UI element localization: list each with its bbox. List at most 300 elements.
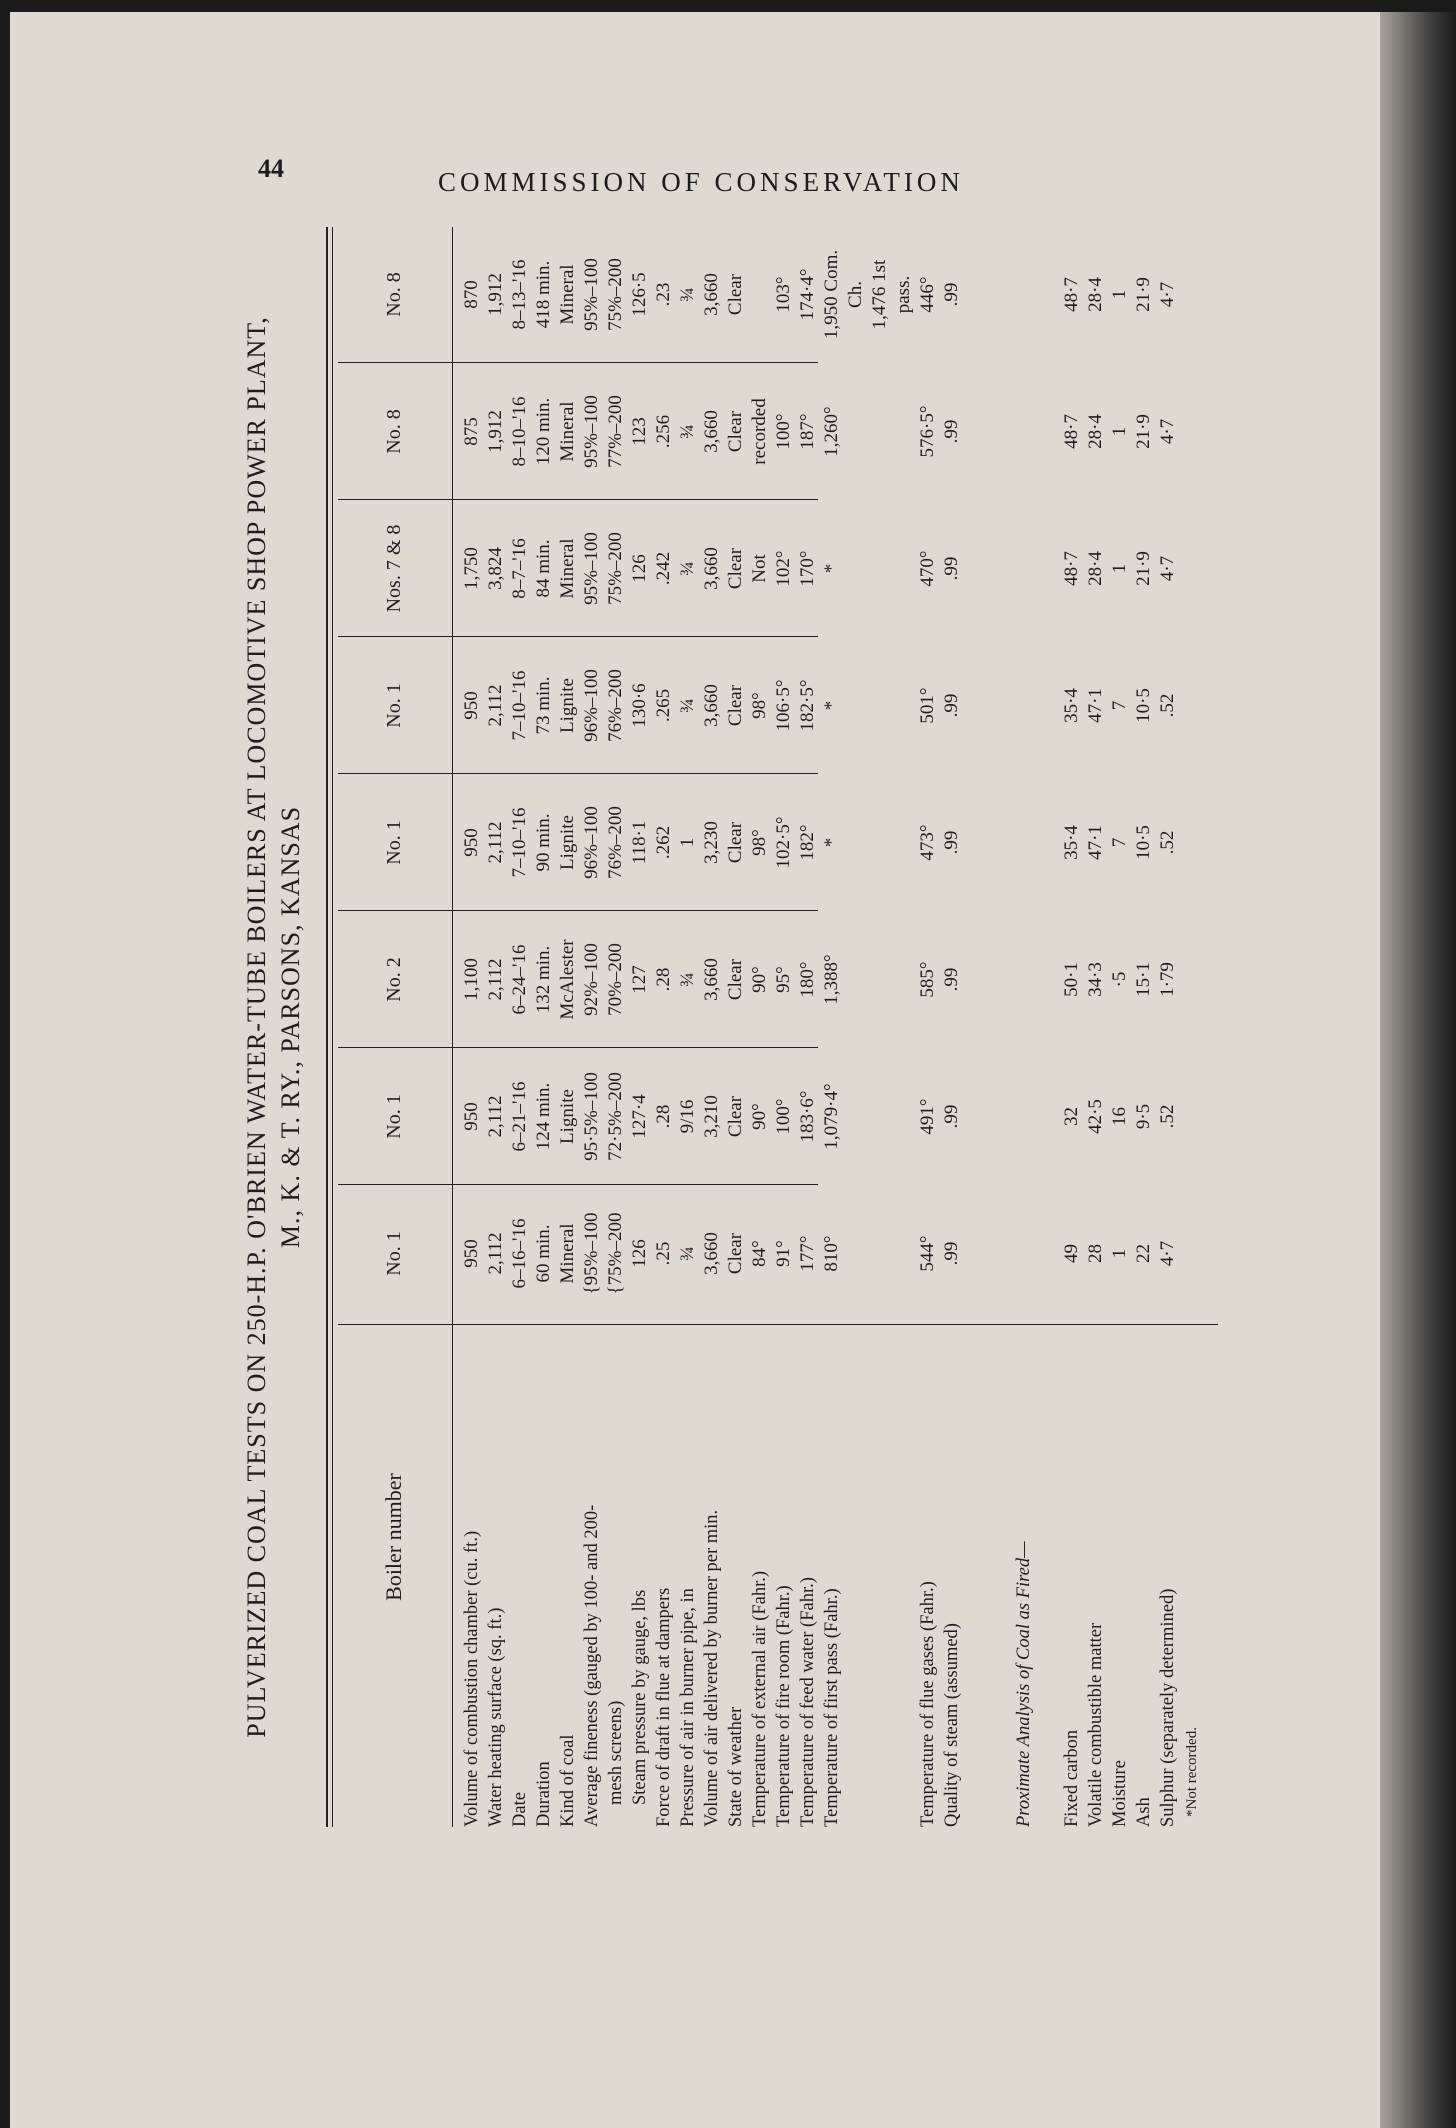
table-cell xyxy=(844,911,868,1048)
table-cell: 32 xyxy=(1061,1107,1082,1126)
row-label xyxy=(868,1327,892,1827)
table-cell: 1,100 xyxy=(461,958,482,1001)
table-cell: Clear xyxy=(725,1095,746,1138)
table-cell xyxy=(844,500,868,637)
table-cell xyxy=(748,226,772,363)
table-cell: ¾ xyxy=(677,972,698,987)
table-cell xyxy=(988,911,1012,1048)
row-label: Kind of coal xyxy=(558,1734,578,1827)
column-header: No. 1 xyxy=(382,683,405,728)
row-label: Force of draft in flue at dampers xyxy=(654,1587,674,1827)
row-label: Steam pressure by gauge, lbs xyxy=(630,1589,650,1805)
table-cell: 92%–100 xyxy=(581,943,602,1016)
table-cell xyxy=(844,637,868,774)
table-cell: 418 min. xyxy=(533,260,554,329)
table-cell: 84 min. xyxy=(533,539,554,598)
table-cell: Mineral xyxy=(557,264,578,325)
table-cell: 10·5 xyxy=(1133,825,1154,860)
row-label: Ash xyxy=(1134,1797,1154,1827)
data-column xyxy=(460,637,1204,774)
table-cell: * xyxy=(821,837,842,848)
table-cell: 7 xyxy=(1109,837,1130,848)
top-rule-inner xyxy=(332,227,333,1827)
row-label: Pressure of air in burner pipe, in xyxy=(678,1588,698,1827)
table-cell xyxy=(1036,774,1060,911)
table-cell: 1,260° xyxy=(821,406,842,457)
row-label: *Not recorded. xyxy=(1184,1727,1200,1817)
table-cell: 95·5%–100 xyxy=(581,1072,602,1161)
row-label: Average fineness (gauged by 100- and 200- xyxy=(582,1504,602,1827)
table-cell: 90° xyxy=(749,966,770,993)
table-cell: 7–10–'16 xyxy=(509,670,530,741)
table-cell xyxy=(988,1048,1012,1185)
table-cell: 3,230 xyxy=(701,821,722,864)
table-cell: 132 min. xyxy=(533,945,554,1014)
table-cell: 9·5 xyxy=(1133,1103,1154,1130)
table-cell: 4·7 xyxy=(1157,281,1178,308)
table-cell: Clear xyxy=(725,958,746,1001)
row-label: Date xyxy=(510,1792,530,1827)
table-cell: 3,660 xyxy=(701,547,722,590)
table-cell: 950 xyxy=(461,1239,482,1268)
table-cell: 950 xyxy=(461,828,482,857)
table-cell: 120 min. xyxy=(533,397,554,466)
table-cell: 473° xyxy=(917,824,938,861)
table-cell xyxy=(892,637,916,774)
table-cell: 3,660 xyxy=(701,410,722,453)
row-label: State of weather xyxy=(726,1706,746,1827)
table-cell: 22 xyxy=(1133,1244,1154,1263)
table-cell: 75%–200 xyxy=(605,532,626,605)
table-cell: 2,112 xyxy=(485,821,506,864)
table-cell: * xyxy=(821,563,842,574)
table-cell: 95° xyxy=(773,966,794,993)
table-cell: 130·6 xyxy=(629,683,650,728)
table-cell: 47·1 xyxy=(1085,688,1106,723)
row-label: Volume of combustion chamber (cu. ft.) xyxy=(462,1530,482,1827)
table-cell: Clear xyxy=(725,821,746,864)
row-label xyxy=(892,1327,916,1827)
row-label: Temperature of fire room (Fahr.) xyxy=(774,1585,794,1827)
table-cell xyxy=(868,1185,892,1322)
table-cell xyxy=(1036,637,1060,774)
data-column xyxy=(460,226,1204,363)
table-cell: 183·6° xyxy=(797,1090,818,1143)
table-cell xyxy=(1036,1185,1060,1322)
table-cell: 3,660 xyxy=(701,958,722,1001)
table-cell: 8–10–'16 xyxy=(509,396,530,467)
table-cell: 21·9 xyxy=(1133,277,1154,312)
table-cell: 95%–100 xyxy=(581,395,602,468)
table-cell xyxy=(868,1048,892,1185)
table-cell: 48·7 xyxy=(1061,414,1082,449)
table-cell: 98° xyxy=(749,692,770,719)
table-cell: .99 xyxy=(941,830,962,855)
table-cell: {95%–100 xyxy=(581,1212,602,1295)
table-cell: 187° xyxy=(797,413,818,450)
row-label: Water heating surface (sq. ft.) xyxy=(486,1607,506,1827)
table-cell xyxy=(1180,226,1204,363)
table-cell xyxy=(964,911,988,1048)
running-head: COMMISSION OF CONSERVATION xyxy=(438,167,964,197)
table-cell: 34·3 xyxy=(1085,962,1106,997)
row-label: Duration xyxy=(534,1761,554,1827)
table-cell: 1,912 xyxy=(485,273,506,316)
table-cell: 1 xyxy=(1109,426,1130,437)
table-cell xyxy=(988,363,1012,500)
table-cell: 28·4 xyxy=(1085,551,1106,586)
table-cell xyxy=(1036,226,1060,363)
table-cell: Lignite xyxy=(557,678,578,733)
table-cell xyxy=(964,637,988,774)
table-cell: 870 xyxy=(461,280,482,309)
table-cell: .242 xyxy=(653,551,674,586)
table-cell: 174·4° xyxy=(797,268,818,321)
data-column xyxy=(460,911,1204,1048)
row-label: Volatile combustible matter xyxy=(1086,1622,1106,1827)
table-cell: 126 xyxy=(629,1239,650,1268)
table-cell: Lignite xyxy=(557,815,578,870)
table-cell xyxy=(1012,500,1036,637)
table-cell: .99 xyxy=(941,967,962,992)
table-cell: 8–13–'16 xyxy=(509,259,530,330)
table-cell: 16 xyxy=(1109,1107,1130,1126)
table-cell: 48·7 xyxy=(1061,551,1082,586)
table-cell: 48·7 xyxy=(1061,277,1082,312)
table-cell: 100° xyxy=(773,1098,794,1135)
table-cell xyxy=(892,500,916,637)
header-boiler-number: Boiler number xyxy=(381,1473,406,1601)
table-cell xyxy=(988,500,1012,637)
table-cell: Clear xyxy=(725,547,746,590)
table-cell: ¾ xyxy=(677,561,698,576)
row-label: Temperature of flue gases (Fahr.) xyxy=(918,1581,938,1827)
table-cell: .28 xyxy=(653,967,674,992)
table-cell: 6–21–'16 xyxy=(509,1081,530,1152)
table-cell: .52 xyxy=(1157,693,1178,718)
column-divider xyxy=(338,1324,1218,1325)
data-column xyxy=(460,774,1204,911)
row-label: Quality of steam (assumed) xyxy=(942,1623,962,1827)
table-cell: 6–24–'16 xyxy=(509,944,530,1015)
table-cell: 1,912 xyxy=(485,410,506,453)
table-cell: 576·5° xyxy=(917,405,938,458)
table-cell: 1 xyxy=(1109,563,1130,574)
table-cell: 491° xyxy=(917,1098,938,1135)
table-cell: 76%–200 xyxy=(605,669,626,742)
table-cell: 875 xyxy=(461,417,482,446)
table-cell xyxy=(964,774,988,911)
table-cell xyxy=(892,911,916,1048)
table-cell: 2,112 xyxy=(485,1095,506,1138)
table-cell: 950 xyxy=(461,1102,482,1131)
table-cell: 60 min. xyxy=(533,1224,554,1283)
table-cell xyxy=(868,363,892,500)
table-cell xyxy=(1012,774,1036,911)
table-cell: 9/16 xyxy=(677,1099,698,1134)
table-cell xyxy=(1180,363,1204,500)
table-cell xyxy=(1012,1048,1036,1185)
table-cell: 91° xyxy=(773,1240,794,1267)
table-cell xyxy=(868,500,892,637)
table-cell: 544° xyxy=(917,1235,938,1272)
page-number: 44 xyxy=(258,154,284,183)
table-cell: 1 xyxy=(677,837,698,848)
data-column xyxy=(460,1048,1204,1185)
table-cell: 35·4 xyxy=(1061,688,1082,723)
table-cell: .52 xyxy=(1157,1104,1178,1129)
table-cell: .99 xyxy=(941,693,962,718)
table-cell xyxy=(988,1185,1012,1322)
table-cell xyxy=(964,500,988,637)
row-label: Volume of air delivered by burner per min. xyxy=(702,1509,722,1827)
table-cell: .99 xyxy=(941,1241,962,1266)
data-column xyxy=(460,500,1204,637)
column-header: No. 1 xyxy=(382,820,405,865)
table-cell: 77%–200 xyxy=(605,395,626,468)
row-label: mesh screens) xyxy=(606,1700,626,1805)
table-cell xyxy=(1012,226,1036,363)
table-cell xyxy=(1180,911,1204,1048)
table-cell: 90 min. xyxy=(533,813,554,872)
table-cell: 42·5 xyxy=(1085,1099,1106,1134)
table-title: PULVERIZED COAL TESTS ON 250-H.P. O'BRIEN WATER-TUBE BOILERS AT LOCOMOTIVE SHOP POWER PLANT, xyxy=(242,316,271,1738)
table-cell: 96%–100 xyxy=(581,806,602,879)
table-cell xyxy=(1012,1185,1036,1322)
table-cell: .256 xyxy=(653,414,674,449)
table-cell: 127·4 xyxy=(629,1094,650,1139)
table-cell xyxy=(1012,637,1036,774)
table-cell: 70%–200 xyxy=(605,943,626,1016)
table-cell: 2,112 xyxy=(485,1232,506,1275)
table-cell: 28·4 xyxy=(1085,414,1106,449)
table-cell: recorded xyxy=(749,398,770,465)
table-cell: 28·4 xyxy=(1085,277,1106,312)
rotated-table-block xyxy=(238,227,1218,1827)
table-cell: {75%–200 xyxy=(605,1212,626,1295)
table-cell: 4·7 xyxy=(1157,1240,1178,1267)
table-cell: 182·5° xyxy=(797,679,818,732)
table-cell: 72·5%–200 xyxy=(605,1072,626,1161)
table-cell: 1,750 xyxy=(461,547,482,590)
table-cell: 127 xyxy=(629,965,650,994)
table-cell xyxy=(1180,774,1204,911)
table-cell: 1 xyxy=(1109,1248,1130,1259)
row-label xyxy=(988,1327,1012,1827)
table-cell: Lignite xyxy=(557,1089,578,1144)
table-cell xyxy=(844,1048,868,1185)
table-cell: 126 xyxy=(629,554,650,583)
table-cell: 100° xyxy=(773,413,794,450)
row-label: Temperature of external air (Fahr.) xyxy=(750,1570,770,1827)
table-cell: 7 xyxy=(1109,700,1130,711)
table-cell: 1 xyxy=(1109,289,1130,300)
table-cell: 8–7–'16 xyxy=(509,538,530,599)
table-cell xyxy=(1012,911,1036,1048)
row-label xyxy=(1036,1327,1060,1827)
table-cell: 3,660 xyxy=(701,1232,722,1275)
table-cell: Mineral xyxy=(557,538,578,599)
table-cell xyxy=(988,774,1012,911)
row-label xyxy=(844,1327,868,1827)
table-cell: Clear xyxy=(725,1232,746,1275)
table-cell: 96%–100 xyxy=(581,669,602,742)
row-label: Moisture xyxy=(1110,1760,1130,1827)
top-rule xyxy=(326,227,328,1827)
table-cell: .265 xyxy=(653,688,674,723)
table-cell: pass. xyxy=(893,275,914,314)
table-cell: 180° xyxy=(797,961,818,998)
table-cell: .99 xyxy=(941,1104,962,1129)
row-label: Sulphur (separately determined) xyxy=(1158,1588,1178,1827)
table-cell xyxy=(892,1048,916,1185)
column-header: No. 1 xyxy=(382,1094,405,1139)
page-gutter-shadow xyxy=(1380,12,1456,2128)
table-cell xyxy=(844,363,868,500)
table-cell: 118·1 xyxy=(629,820,650,865)
table-cell: 170° xyxy=(797,550,818,587)
table-cell: 810° xyxy=(821,1235,842,1272)
table-cell: 50·1 xyxy=(1061,962,1082,997)
table-cell xyxy=(1180,500,1204,637)
table-cell xyxy=(892,774,916,911)
table-cell: 4·7 xyxy=(1157,555,1178,582)
table-cell xyxy=(964,226,988,363)
table-cell xyxy=(892,1185,916,1322)
table-cell: 6–16–'16 xyxy=(509,1218,530,1289)
table-cell xyxy=(964,1048,988,1185)
table-cell: 15·1 xyxy=(1133,962,1154,997)
table-cell: 95%–100 xyxy=(581,258,602,331)
table-cell: 95%–100 xyxy=(581,532,602,605)
table-cell xyxy=(988,226,1012,363)
table-cell xyxy=(988,637,1012,774)
table-cell: ¾ xyxy=(677,698,698,713)
header-rule xyxy=(452,227,453,1827)
column-header: No. 1 xyxy=(382,1231,405,1276)
table-cell: 35·4 xyxy=(1061,825,1082,860)
table-cell: 21·9 xyxy=(1133,551,1154,586)
table-cell: 126·5 xyxy=(629,272,650,317)
table-cell: 47·1 xyxy=(1085,825,1106,860)
table-cell: ·5 xyxy=(1109,971,1130,988)
column-header: Nos. 7 & 8 xyxy=(382,524,405,613)
table-cell: Ch. xyxy=(845,281,866,308)
table-cell: * xyxy=(821,700,842,711)
table-cell: .99 xyxy=(941,556,962,581)
table-cell xyxy=(844,774,868,911)
table-cell: .52 xyxy=(1157,830,1178,855)
table-cell: 3,210 xyxy=(701,1095,722,1138)
table-cell: 84° xyxy=(749,1240,770,1267)
table-cell xyxy=(964,363,988,500)
table-cell: 470° xyxy=(917,550,938,587)
table-cell xyxy=(1180,1185,1204,1322)
row-label: Fixed carbon xyxy=(1062,1729,1082,1827)
table-cell xyxy=(1036,500,1060,637)
table-cell: McAlester xyxy=(557,939,578,1020)
table-cell xyxy=(892,363,916,500)
table-cell: ¾ xyxy=(677,1246,698,1261)
table-cell: 106·5° xyxy=(773,679,794,732)
table-cell: 98° xyxy=(749,829,770,856)
table-cell: 2,112 xyxy=(485,958,506,1001)
table-cell: Not xyxy=(749,554,770,583)
table-cell: ¾ xyxy=(677,287,698,302)
column-header: No. 8 xyxy=(382,272,405,317)
table-cell: .99 xyxy=(941,282,962,307)
table-cell xyxy=(844,1185,868,1322)
table-cell xyxy=(868,911,892,1048)
data-column xyxy=(460,363,1204,500)
table-cell: ¾ xyxy=(677,424,698,439)
table-cell: Clear xyxy=(725,273,746,316)
row-labels xyxy=(460,1327,1204,1827)
row-label: Temperature of first pass (Fahr.) xyxy=(822,1588,842,1827)
table-cell: Mineral xyxy=(557,401,578,462)
column-header: No. 2 xyxy=(382,957,405,1002)
table-cell: .28 xyxy=(653,1104,674,1129)
table-cell: 124 min. xyxy=(533,1082,554,1151)
row-label xyxy=(964,1327,988,1827)
table-cell xyxy=(868,774,892,911)
table-cell: Clear xyxy=(725,684,746,727)
column-header: No. 8 xyxy=(382,409,405,454)
table-cell: 177° xyxy=(797,1235,818,1272)
table-cell: 123 xyxy=(629,417,650,446)
table-cell: 182° xyxy=(797,824,818,861)
table-cell: 3,660 xyxy=(701,273,722,316)
row-label: Temperature of feed water (Fahr.) xyxy=(798,1577,818,1827)
table-cell: Mineral xyxy=(557,1223,578,1284)
table-cell xyxy=(964,1185,988,1322)
table-cell: 950 xyxy=(461,691,482,720)
table-cell: 73 min. xyxy=(533,676,554,735)
table-cell xyxy=(1180,637,1204,774)
table-cell: .262 xyxy=(653,825,674,860)
table-cell: 446° xyxy=(917,276,938,313)
table-cell: 1·79 xyxy=(1157,962,1178,997)
table-cell: 4·7 xyxy=(1157,418,1178,445)
table-cell xyxy=(1036,1048,1060,1185)
table-cell: 90° xyxy=(749,1103,770,1130)
table-cell: 3,824 xyxy=(485,547,506,590)
table-cell: 501° xyxy=(917,687,938,724)
table-cell: .25 xyxy=(653,1241,674,1266)
table-cell: 1,079·4° xyxy=(821,1083,842,1150)
table-cell: 102° xyxy=(773,550,794,587)
table-cell: 1,950 Com. xyxy=(821,249,842,340)
table-cell: .99 xyxy=(941,419,962,444)
table-cell: 21·9 xyxy=(1133,414,1154,449)
table-cell: .23 xyxy=(653,282,674,307)
row-label: Proximate Analysis of Coal as Fired— xyxy=(1014,1541,1034,1827)
table-subtitle: M., K. & T. RY., PARSONS, KANSAS xyxy=(276,805,305,1249)
table-cell: 102·5° xyxy=(773,816,794,869)
table-cell: 1,388° xyxy=(821,954,842,1005)
book-page xyxy=(10,12,1390,2128)
table-cell: 28 xyxy=(1085,1244,1106,1263)
data-column xyxy=(460,1185,1204,1322)
table-cell: 103° xyxy=(773,276,794,313)
table-cell xyxy=(1036,363,1060,500)
table-cell: 49 xyxy=(1061,1244,1082,1263)
table-cell xyxy=(1012,363,1036,500)
table-cell xyxy=(868,637,892,774)
table-cell: 2,112 xyxy=(485,684,506,727)
table-cell: 1,476 1st xyxy=(869,259,890,330)
table-cell: 7–10–'16 xyxy=(509,807,530,878)
